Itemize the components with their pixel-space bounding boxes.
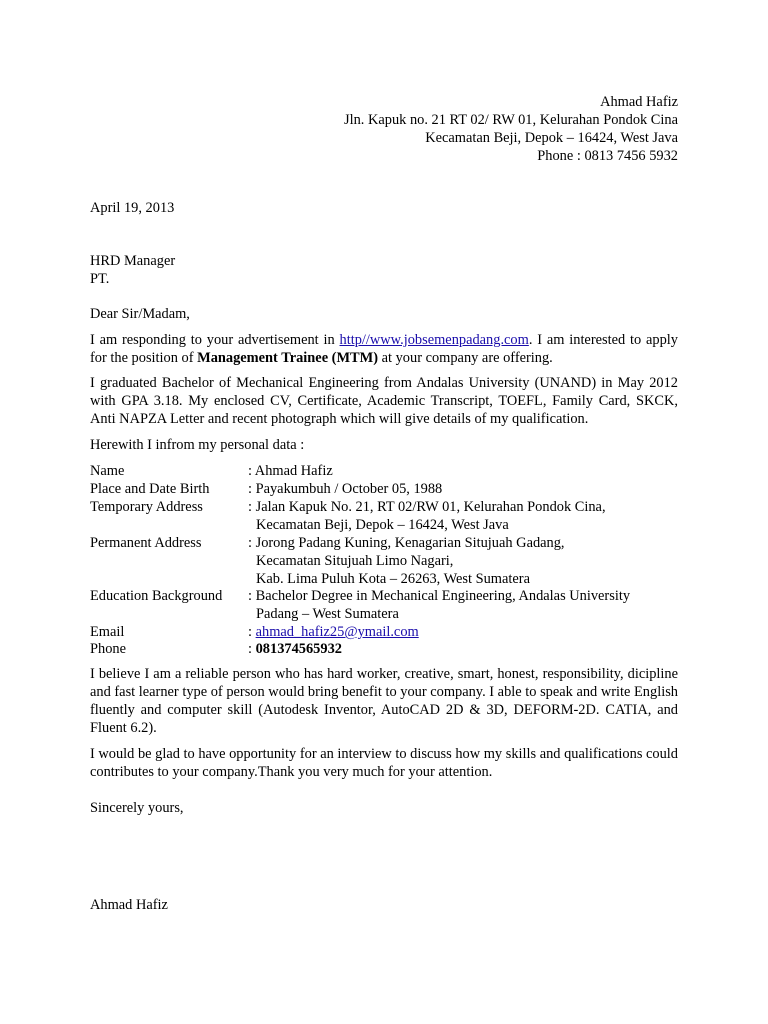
permanent-address-value-line1: : Jorong Padang Kuning, Kenagarian Situjuah Gadang, [248,535,565,551]
email-label: Email [90,624,125,640]
birth-label: Place and Date Birth [90,481,210,497]
phone-colon: : [248,641,256,657]
permanent-address-value-line2: Kecamatan Situjuah Limo Nagari, [256,553,454,569]
email-colon: : [248,624,256,640]
temporary-address-value-line1: : Jalan Kapuk No. 21, RT 02/RW 01, Kelurahan Pondok Cina, [248,499,606,515]
recipient-company: PT. [90,271,110,287]
paragraph-skills: I believe I am a reliable person who has hard worker, creative, smart, honest, responsibility, dicipline and fast learner type of person would bring benefit to your company. I able to speak and write English fluently and computer skill (Autodesk Inventor, AutoCAD 2D & 3D, DEFORM-2D. CATIA, and Fluent 6.2). [90,666,678,736]
phone-label: Phone [90,641,126,657]
sender-address-line1: Jln. Kapuk no. 21 RT 02/ RW 01, Kelurahan Pondok Cina [344,112,678,128]
education-value-line1: : Bachelor Degree in Mechanical Engineering, Andalas University [248,588,631,604]
closing-phrase: Sincerely yours, [90,800,184,816]
permanent-address-value-line3: Kab. Lima Puluh Kota – 26263, West Sumatera [256,571,530,587]
sender-name: Ahmad Hafiz [600,94,678,110]
phone-value-row [248,640,342,658]
temporary-address-value-line2: Kecamatan Beji, Depok – 16424, West Java [256,517,509,533]
phone-value: 081374565932 [255,641,342,657]
sender-address-line2: Kecamatan Beji, Depok – 16424, West Java [425,130,678,146]
name-value: : Ahmad Hafiz [248,463,333,479]
email-link[interactable]: ahmad_hafiz25@ymail.com [255,624,419,640]
recipient-title: HRD Manager [90,253,176,269]
personal-data-intro: Herewith I infrom my personal data : [90,437,305,453]
sender-phone: Phone : 0813 7456 5932 [537,148,678,164]
para1-text-c: at your company are offering. [378,350,553,366]
signature-name: Ahmad Hafiz [90,897,168,913]
letter-date: April 19, 2013 [90,200,175,216]
paragraph-education: I graduated Bachelor of Mechanical Engineering from Andalas University (UNAND) in May 2012 with GPA 3.18. My enclosed CV, Certificate, Academic Transcript, TOEFL, Family Card, SKCK, Anti NAPZA Letter and recent photograph which will give details of my qualification. [90,375,678,427]
permanent-address-label: Permanent Address [90,535,202,551]
education-value-line2: Padang – West Sumatera [256,606,399,622]
birth-value: : Payakumbuh / October 05, 1988 [248,481,443,497]
temporary-address-label: Temporary Address [90,499,203,515]
name-label: Name [90,463,125,479]
paragraph-closing: I would be glad to have opportunity for an interview to discuss how my skills and qualifications could contributes to your company.Thank you very much for your attention. [90,746,678,780]
advertisement-link[interactable]: http//www.jobsemenpadang.com [339,332,529,348]
education-label: Education Background [90,588,223,604]
position-name: Management Trainee (MTM) [197,350,379,366]
salutation: Dear Sir/Madam, [90,306,190,322]
para1-text-b: . I am interested to apply for the position of [90,332,678,366]
email-value-row [248,623,419,641]
paragraph-advertisement [90,331,678,367]
para1-text-a: I am responding to your advertisement in [90,332,340,348]
